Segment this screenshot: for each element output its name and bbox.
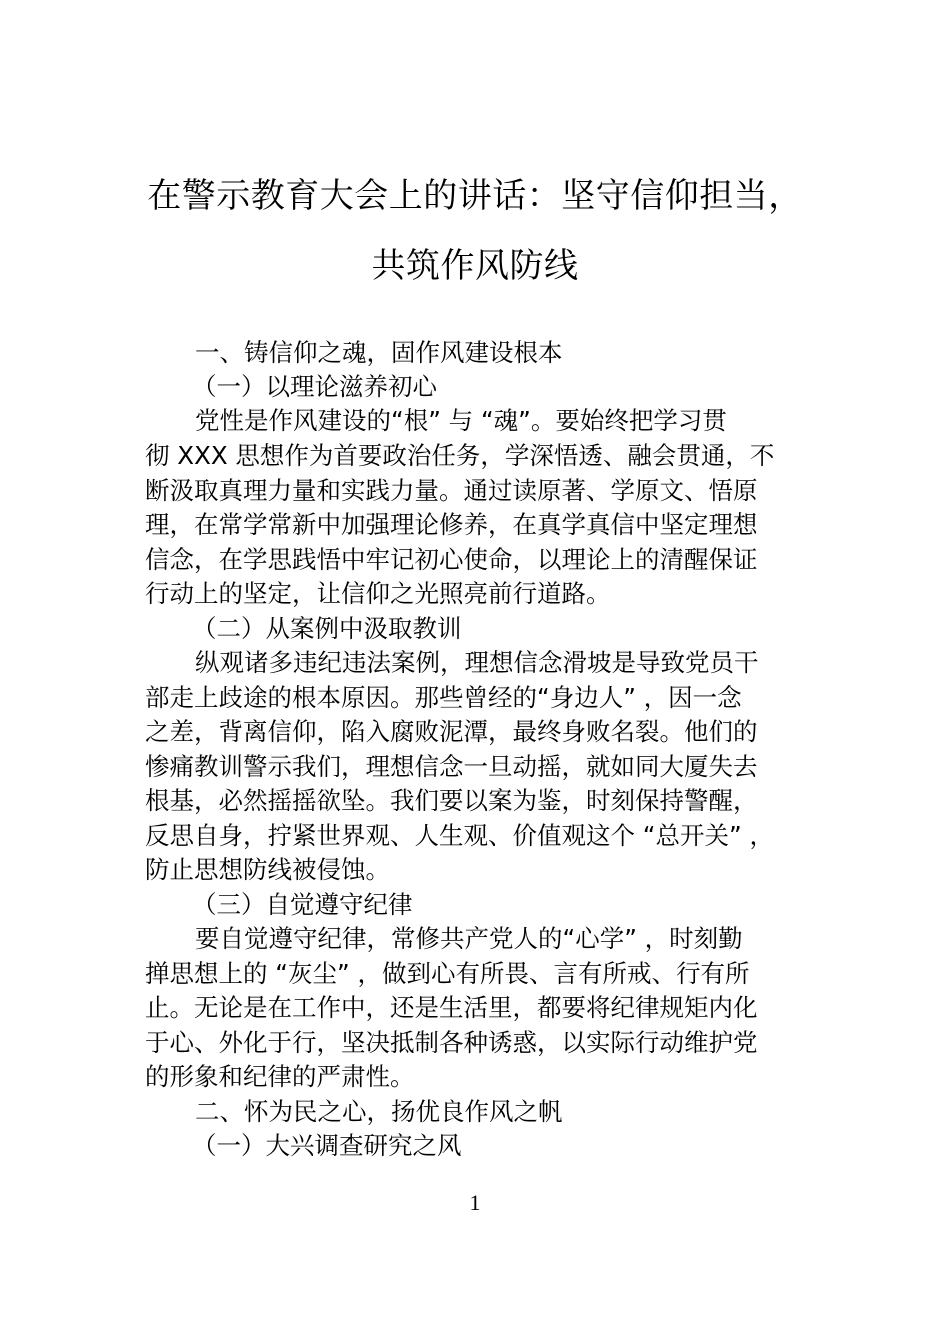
subsection-heading-1-1: （一）以理论滋养初心: [192, 372, 437, 401]
paragraph-line: 于心、外化于行，坚决抵制各种诱惑，以实际行动维护党: [145, 1028, 758, 1057]
paragraph-line: 掸思想上的 “灰尘” ，做到心有所畏、言有所戒、行有所: [145, 959, 750, 988]
paragraph-line: 的形象和纪律的严肃性。: [145, 1062, 415, 1091]
paragraph-line: 纵观诸多违纪违法案例，理想信念滑坡是导致党员干: [195, 648, 759, 677]
paragraph-line: 理，在常学常新中加强理论修养，在真学真信中坚定理想: [145, 510, 758, 539]
document-title-line-1: 在警示教育大会上的讲话：坚守信仰担当，: [147, 176, 803, 216]
document-title-line-2: 共筑作风防线: [371, 246, 579, 286]
subsection-heading-1-3: （三）自觉遵守纪律: [192, 890, 413, 919]
paragraph-line: 断汲取真理力量和实践力量。通过读原著、学原文、悟原: [145, 476, 758, 505]
paragraph-line: 根基，必然摇摇欲坠。我们要以案为鉴，时刻保持警醒，: [145, 786, 758, 815]
paragraph-line: 党性是作风建设的“根” 与 “魂”。要始终把学习贯: [195, 406, 727, 435]
page-number: 1: [469, 1190, 481, 1215]
paragraph-line: 部走上歧途的根本原因。那些曾经的“身边人” ，因一念: [145, 683, 742, 712]
paragraph-line: 行动上的坚定，让信仰之光照亮前行道路。: [145, 579, 611, 608]
section-heading-1: 一、铸信仰之魂，固作风建设根本: [195, 338, 563, 367]
paragraph-line: 要自觉遵守纪律，常修共产党人的“心学” ，时刻勤: [195, 924, 743, 953]
paragraph-line: 惨痛教训警示我们，理想信念一旦动摇，就如同大厦失去: [145, 752, 758, 781]
paragraph-line: 信念，在学思践悟中牢记初心使命，以理论上的清醒保证: [145, 545, 758, 574]
paragraph-line: 之差，背离信仰，陷入腐败泥潭，最终身败名裂。他们的: [145, 717, 758, 746]
paragraph-line: 防止思想防线被侵蚀。: [145, 855, 390, 884]
paragraph-line: 彻 XXX 思想作为首要政治任务，学深悟透、融会贯通，不: [145, 441, 775, 470]
paragraph-line: 止。无论是在工作中，还是生活里，都要将纪律规矩内化: [145, 993, 758, 1022]
subsection-heading-1-2: （二）从案例中汲取教训: [192, 614, 462, 643]
subsection-heading-2-1: （一）大兴调查研究之风: [192, 1131, 462, 1160]
paragraph-line: 反思自身，拧紧世界观、人生观、价值观这个 “总开关” ，: [145, 821, 774, 850]
section-heading-2: 二、怀为民之心，扬优良作风之帆: [195, 1097, 563, 1126]
